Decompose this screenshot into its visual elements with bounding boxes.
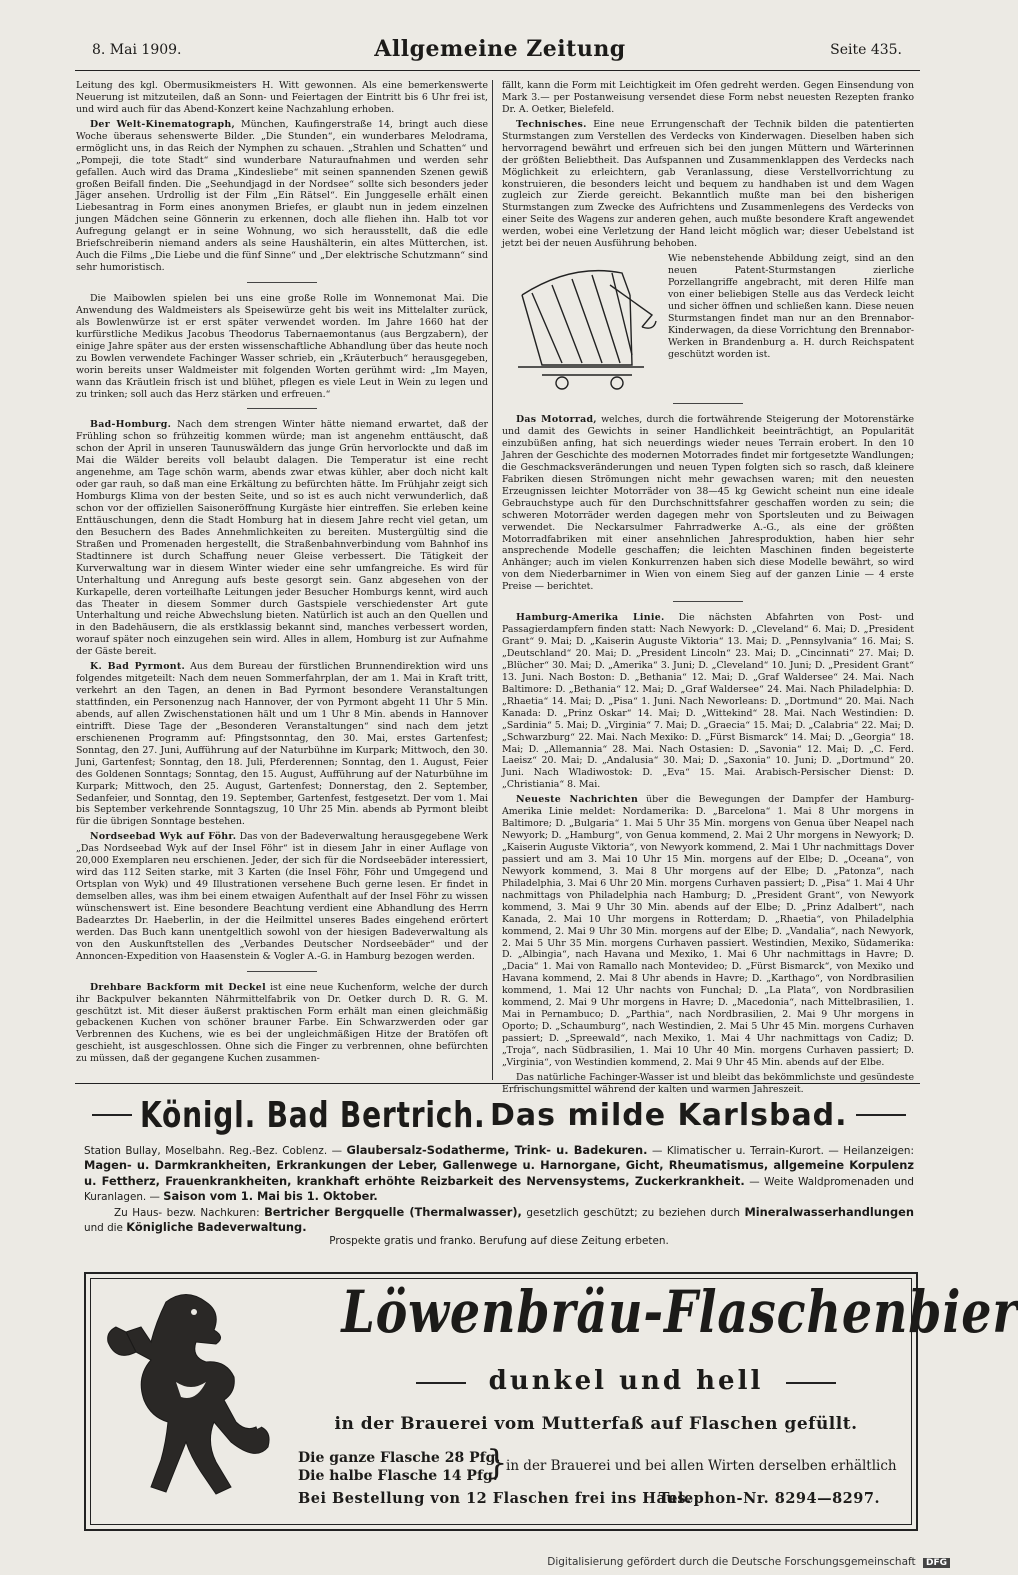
rule — [92, 1114, 132, 1116]
article-technik — [502, 119, 914, 250]
ad-loewen-title: Löwenbräu-Flaschenbier — [341, 1278, 1018, 1346]
ad-loewenbraeu — [84, 1272, 1018, 1531]
article-motorrad-title: Das Motorrad, — [516, 414, 597, 426]
article-hapag-text: Die nächsten Abfahrten von Post- und Passagierdampfern finden statt: Nach Newyork: D. „Cleveland“ 6. Mai; D. „President Grant“ 9. Mai; D. „Kaiserin Auguste Viktoria“ 13. Mai; D. „Pennsylvania“ 16. Mai; S. „Deutschland“ 20. Mai; D. „President Lincoln“ 23. Mai; D. „Cincinnati“ 27. Mai; D. „Blücher“ 30. Mai; D. „Amerika“ 3. Juni; D. „Cleveland“ 10. Juni; D. „President Grant“ 13. Juni. Nach Boston: D. „Bethania“ 12. Mai; D. „Graf Waldersee“ 24. Mai. Nach Baltimore: D. „Bethania“ 12. Mai; D. „Graf Waldersee“ 24. Mai. Nach Philadelphia: D. „Rhaetia“ 14. Mai; D. „Pisa“ 1. Juni. Nach Neworleans: D. „Dortmund“ 20. Mai. Nach Kanada: D. „Prinz Oskar“ 14. Mai; D. „Wittekind“ 28. Mai. Nach Westindien: D. „Sardinia“ 5. Mai; D. „Virginia“ 7. Mai; D. „Graecia“ 15. Mai; D. „Calabria“ 22. Mai; D. „Schwarzburg“ 22. Mai. Nach Mexiko: D. „Fürst Bismarck“ 14. Mai; D. „Georgia“ 18. Mai; D. „Allemannia“ 28. Mai. Nach Ostasien: D. „Savonia“ 12. Mai; D. „C. Ferd. Laeisz“ 20. Mai; D. „Andalusia“ 30. Mai; D. „Saxonia“ 10. Juni; D. „Dortmund“ 20. Juni. Nach Wladiwostok: D. „Eva“ 15. Mai. Arabisch-Persischer Dienst: D. „Christiania“ 8. Mai. — [502, 612, 914, 791]
article-technik-text: Eine neue Errungenschaft der Technik bilden die patentierten Sturmstangen zum Verstellen des Verdecks von Kinderwagen. Dieselben haben sich hervorragend bewährt und erfreuen sich bei den jungen Müttern und Wärterinnen der größten Beliebtheit. Das Aufspannen und Zusammenklappen des Verdecks nach Möglichkeit zu erleichtern, gab Veranlassung, diese Verstellvorrichtung zu konstruieren, die besonders leicht und bequem zu handhaben ist und dem Wagen zugleich zur Zierde gereicht. Bekanntlich mußte man bei den bisherigen Sturmstangen zum Zwecke des Aufrichtens und Zusammenlegens des Verdecks von einer Seite des Wagens zur anderen gehen, auch mußte besondere Kraft angewendet werden, wobei eine Verletzung der Hand leicht möglich war; dieser Uebelstand ist jetzt bei der neuen Ausführung behoben. — [502, 118, 914, 250]
price-whole: Die ganze Flasche 28 Pfg. — [298, 1450, 501, 1466]
ad-loewen-prices — [298, 1450, 500, 1485]
article-homburg-title: Bad-Homburg. — [90, 419, 172, 431]
ad-loewen-availability: in der Brauerei und bei allen Wirten derselben erhältlich — [506, 1458, 897, 1474]
article-hapag-title: Hamburg-Amerika Linie. — [516, 612, 665, 624]
ad-text: — Weite Waldpromenaden und Kuranlagen. — — [84, 1175, 914, 1204]
article-backform — [76, 982, 488, 1066]
price-half: Die halbe Flasche 14 Pfg. — [298, 1467, 498, 1484]
column-bottom-rule — [75, 1083, 920, 1084]
article-nachrichten-title: Neueste Nachrichten — [516, 794, 639, 806]
ad-text: — Klimatischer u. Terrain-Kurort. — Heilanzeigen: — [651, 1145, 914, 1157]
right-column — [502, 80, 915, 1095]
ad-loewen-brewery: in der Brauerei vom Mutterfaß auf Flaschen gefüllt. — [334, 1414, 858, 1434]
ad-text: gesetzlich geschützt; zu beziehen durch — [526, 1206, 740, 1219]
rule — [856, 1114, 906, 1116]
ad-loewen-subtitle: dunkel und hell — [416, 1366, 836, 1396]
article-backform-text: ist eine neue Kuchenform, welche der durch ihr Backpulver bekannten Nährmittelfabrik von Dr. Oetker durch D. R. G. M. geschützt ist. Mit dieser äußerst praktischen Form erhält man einen gleichmäßig gebackenen Kuchen von schöner brauner Farbe. Ein Schwarzwerden oder gar Verbrennen des Kuchens, wie es bei der ungleichmäßigen Hitze der Bratöfen oft geschieht, ist ausgeschlossen. Ohne sich die Finger zu verbrennen, ohne befürchten zu müssen, daß der gegangene Kuchen zusammen- — [76, 981, 489, 1065]
header-date: 8. Mai 1909. — [92, 42, 182, 58]
dfg-logo: DFG — [923, 1558, 950, 1568]
article-wyk — [76, 831, 488, 962]
ad-text: und die — [84, 1221, 123, 1234]
article-kinematograph-title: Der Welt-Kinematograph, — [90, 118, 236, 130]
left-column — [76, 80, 488, 1080]
separator — [247, 408, 317, 409]
article-kinematograph-text: München, Kaufingerstraße 14, bringt auch diese Woche überaus sehenswerte Bilder. „Die Stunden“, ein wunderbares Melodrama, ermöglicht uns, in das Reich der Nymphen zu schauen. „Strahlen und Schatten“ und „Pompeji, die tote Stadt“ sind wunderbare Naturaufnahmen und werden sehr gefallen. Auch wird das Drama „Kindesliebe“ mit seinen spannenden Szenen gewiß großen Beifall finden. Die „Seehundjagd in der Nordsee“ sollte sich besonders jeder Jäger ansehen. Urdrollig ist der Film „Ein Rätsel“. Ein Junggeselle erhält einen Liebesantrag in Form eines anonymen Briefes, er glaubt nun in jedem einzelnen jungen Mädchen seine Gönnerin zu erkennen, doch alle fliehen ihn. Halb tot vor Aufregung gelangt er in seine Wohnung, wo sich herausstellt, daß die edle Briefschreiberin niemand anders als seine Haushälterin, ein altes Mütterchen, ist. Auch die Films „Die Liebe und die fünf Sinne“ und „Der elektrische Schutzmann“ sind sehr humoristisch. — [76, 118, 489, 274]
article-backform-title: Drehbare Backform mit Deckel — [90, 981, 266, 993]
ad-text-bold: Mineralwasserhandlungen — [744, 1204, 915, 1219]
article-hapag — [502, 612, 914, 791]
article-kinematograph — [76, 119, 488, 274]
ad-bertrich-slogan: Das milde Karlsbad. — [490, 1097, 848, 1133]
ad-loewen-phone: Telephon-Nr. 8294—8297. — [658, 1490, 880, 1507]
article-wyk-title: Nordseebad Wyk auf Föhr. — [90, 831, 237, 843]
ad-text-bold: Magen- u. Darmkrankheiten, Erkrankungen der Leber, Gallenwege u. Harnorgane, Gicht, Rheumatismus, allgemeine Korpulenz u. Fettherz, Frauenkrankheiten, krankhaft erhöhte Reizbarkeit des Nervensystems, Zuckerkrankheit. — [84, 1158, 914, 1188]
ad-text-bold: Glaubersalz-Sodatherme, Trink- u. Badekuren. — [346, 1143, 648, 1157]
pram-hood-illustration — [502, 255, 660, 393]
article-wyk-text: Das von der Badeverwaltung herausgegebene Werk „Das Nordseebad Wyk auf der Insel Föhr“ ist in diesem Jahr in einer Auflage von 20,000 Exemplaren neu erschienen. Jeder, der sich für die Nordseebäder interessiert, wird das 112 Seiten starke, mit 3 Karten (die Insel Föhr, Föhr und Umgegend und Ortsplan von Wyk) und 49 Illustrationen versehene Buch gerne lesen. Er findet in demselben alles, was ihm bei einem etwaigen Aufenthalt auf der Insel Föhr zu wissen wünschenswert ist. Eine besondere Beachtung verdient eine Abhandlung des Herrn Badearztes Dr. Haeberlin, in der die Heilmittel unseres Bades eingehend erörtert werden. Das Buch kann unentgeltlich sowohl von der hiesigen Badeverwaltung als von den Auskunftstellen des „Verbandes Deutscher Nordseebäder“ und der Annoncen-Expedition von Haasenstein & Vogler A.-G. in Hamburg bezogen werden. — [76, 831, 488, 962]
separator — [673, 601, 743, 602]
article-motorrad — [502, 414, 914, 593]
article-backform-cont: fällt, kann die Form mit Leichtigkeit im Ofen gedreht werden. Gegen Einsendung von Mark 3.— per Postanweisung versendet diese Form nebst neuesten Rezepten franko Dr. A. Oetker, Bielefeld. — [502, 80, 914, 115]
ad-bertrich-footer: Prospekte gratis und franko. Berufung auf diese Zeitung erbeten. — [329, 1235, 669, 1248]
article-homburg-text: Nach dem strengen Winter hätte niemand erwartet, daß der Frühling schon so frühzeitig kommen würde; man ist angenehm enttäuscht, daß schon der April in unseren Taunuswäldern das junge Grün hervorlockte und daß im Mai die Wälder bereits voll belaubt dalagen. Die Temperatur ist eine recht angenehme, am Tage schön warm, abends zwar etwas kühler, aber doch nicht kalt oder gar rauh, so daß man eine Erkältung zu befürchten hätte. Im Frühjahr zeigt sich Homburgs Klima von der besten Seite, und so ist es auch nicht verwunderlich, daß schon vor der offiziellen Saisoneröffnung Kurgäste hier eintreffen. Sie erleben keine Enttäuschungen, denn die Stadt Homburg hat in diesem Jahre recht viel getan, um den Besuchern des Bades Annehmlichkeiten zu bereiten. Mustergültig sind die Straßen und Promenaden hergestellt, die Straßenbahnverbindung vom Bahnhof ins Stadtinnere ist durch Schaffung neuer Gleise verbessert. Die Tätigkeit der Kurverwaltung war in diesem Winter wieder eine sehr umfangreiche. Es wird für Unterhaltung und Anregung aufs beste gesorgt sein. Ganz abgesehen von der Kurkapelle, deren vorteilhafte Leitungen jeder Besucher Homburgs kennt, wird auch das Theater in diesem Sommer durch Gastspiele verschiedenster Art gute Unterhaltung und reiche Abwechslung bieten. Natürlich ist auch an den Quellen und in den Badehäusern, die als erstklassig bekannt sind, manches verbessert worden, worauf später noch einzugehen sein wird. Alles in allem, Homburg ist zur Aufnahme der Gäste bereit. — [76, 419, 488, 658]
article-pyrmont-text: Aus dem Bureau der fürstlichen Brunnendirektion wird uns folgendes mitgeteilt: Nach dem neuen Sommerfahrplan, der am 1. Mai in Kraft tritt, verkehrt an den Tagen, an denen in Bad Pyrmont besondere Veranstaltungen stattfinden, ein Personenzug nach Hannover, der von Pyrmont abgeht 11 Uhr 5 Min. abends, auf allen Zwischenstationen hält und um 1 Uhr 8 Min. abends in Hannover eintrifft. Diese Tage der „Besonderen Veranstaltungen“ sind nach dem jetzt erschienenen Programm auf: Pfingstsonntag, den 30. Mai, erstes Gartenfest; Sonntag, den 27. Juni, Aufführung auf der Naturbühne im Kurpark; Mittwoch, den 30. Juni, Gartenfest; Sonntag, den 18. Juli, Pferderennen; Sonntag, den 1. August, Feier des Goldenen Sonntags; Sonntag, den 15. August, Aufführung auf der Naturbühne im Kurpark; Mittwoch, den 25. August, Gartenfest; Donnerstag, den 2. September, Sedanfeier, und Sonntag, den 19. September, Gartenfest, festgesetzt. Der vom 1. Mai bis September verkehrende Sonntagszug, 10 Uhr 25 Min. abends ab Pyrmont bleibt für die übrigen Sonntage bestehen. — [76, 661, 489, 828]
brace: } — [486, 1443, 508, 1483]
digitization-credit — [547, 1556, 950, 1568]
separator — [673, 403, 743, 404]
article-homburg — [76, 419, 488, 658]
separator — [247, 282, 317, 283]
ad-bertrich-body — [84, 1143, 914, 1235]
ad-text-bold: Saison vom 1. Mai bis 1. Oktober. — [163, 1189, 378, 1204]
article-pyrmont — [76, 661, 488, 828]
masthead-title: Allgemeine Zeitung — [374, 36, 626, 62]
article-fachinger: Das natürliche Fachinger-Wasser ist und bleibt das bekömmlichste und gesündeste Erfrischungsmittel während der kalten und warmen Jahreszeit. — [502, 1071, 914, 1095]
page-number: Seite 435. — [830, 42, 902, 58]
column-divider — [492, 80, 493, 1080]
ad-text-bold: Bertricher Bergquelle (Thermalwasser), — [264, 1204, 522, 1219]
ad-bertrich-name: Königl. Bad Bertrich. — [140, 1094, 486, 1136]
credit-text: Digitalisierung gefördert durch die Deutsche Forschungsgemeinschaft — [547, 1556, 916, 1568]
ad-bad-bertrich — [84, 1093, 914, 1263]
separator — [247, 971, 317, 972]
article-witt: Leitung des kgl. Obermusikmeisters H. Witt gewonnen. Als eine bemerkenswerte Neuerung ist mitzuteilen, daß an Sonn- und Feiertagen der Eintritt bis 6 Uhr frei ist, und wird auch für das Abend-Konzert keine Nachzahlung erhoben. — [76, 80, 488, 115]
article-maibowle: Die Maibowlen spielen bei uns eine große Rolle im Wonnemonat Mai. Die Anwendung des Waldmeisters als Speisewürze geht bis weit ins Mittelalter zurück, als Bowlenwürze ist er erst später verwendet worden. Im Jahre 1660 hat der kurfürstliche Medikus Jacobus Theodorus Tabernaemontanus (aus Bergzabern), der einige Jahre später aus der ersten wissenschaftliche Abhandlung über das heute noch zu Bowlen verwendete Fachinger Wasser schrieb, ein „Kräuterbuch“ herausgegeben, worin bereits unser Waldmeister mit folgenden Worten gerühmt wird: „Im Mayen, wann das Kräutlein frisch ist und blühet, pflegen es viele Leut in Wein zu legen und zu trinken; soll auch das Herz stärken und erfreuen.“ — [76, 293, 488, 400]
ad-loewen-delivery: Bei Bestellung von 12 Flaschen frei ins Haus. — [298, 1490, 692, 1507]
header-rule — [75, 70, 920, 71]
ad-text: Station Bullay, Moselbahn. Reg.-Bez. Coblenz. — — [84, 1145, 342, 1157]
ad-text: Zu Haus- bezw. Nachkuren: — [114, 1206, 260, 1219]
article-nachrichten-text: über die Bewegungen der Dampfer der Hamburg-Amerika Linie meldet: Nordamerika: D. „Barcelona“ 1. Mai 8 Uhr morgens in Baltimore; D. „Bulgaria“ 1. Mai 5 Uhr 35 Min. morgens von Genua über Neapel nach Newyork; D. „Hamburg“, von Genua kommend, 2. Mai 2 Uhr morgens in Newyork; D. „Kaiserin Auguste Viktoria“, von Newyork kommend, 2. Mai 1 Uhr nachmittags Dover passiert und am 3. Mai 10 Uhr 15 Min. morgens auf der Elbe; D. „Oceana“, von Newyork kommend, 3. Mai 8 Uhr morgens auf der Elbe; D. „Patonza“, nach Philadelphia, 3. Mai 6 Uhr 20 Min. morgens Curhaven passiert; D. „Pisa“ 1. Mai 4 Uhr nachmittags von Philadelphia nach Hamburg; D. „President Grant“, von Newyork kommend, 3. Mai 9 Uhr 30 Min. abends auf der Elbe; D. „Prinz Adalbert“, nach Kanada, 2. Mai 10 Uhr morgens in Rotterdam; D. „Rhaetia“, von Philadelphia kommend, 2. Mai 9 Uhr 30 Min. morgens auf der Elbe; D. „Vandalia“, nach Newyork, 2. Mai 5 Uhr 35 Min. morgens Curhaven passiert. Westindien, Mexiko, Südamerika: D. „Albingia“, nach Havana und Mexiko, 1. Mai 6 Uhr nachmittags in Havre; D. „Dacia“ 1. Mai von Ramallo nach Montevideo; D. „Fürst Bismarck“, von Mexiko und Havana kommend, 2. Mai 8 Uhr abends in Havre; D. „Karthago“, von Nordbrasilien kommend, 1. Mai 12 Uhr nachts von Funchal; D. „La Plata“, von Nordbrasilien kommend, 2. Mai 9 Uhr morgens in Havre; D. „Macedonia“, nach Mittelbrasilien, 1. Mai in Pernambuco; D. „Parthia“, nach Nordbrasilien, 2. Mai 9 Uhr morgens in Oporto; D. „Schaumburg“, nach Westindien, 2. Mai 5 Uhr 45 Min. morgens Curhaven passiert; D. „Spreewald“, nach Mexiko, 1. Mai 4 Uhr nachmittags von Cadiz; D. „Troja“, nach Südbrasilien, 1. Mai 10 Uhr 40 Min. morgens Curhaven passiert; D. „Virginia“, von Westindien kommend, 2. Mai 9 Uhr 45 Min. abends auf der Elbe. — [502, 794, 915, 1068]
article-motorrad-text: welches, durch die fortwährende Steigerung der Motorenstärke und damit des Gewichts in seiner Handlichkeit beeinträchtigt, an Popularität einzubüßen anfing, hat sich neuerdings wieder neues Terrain erobert. In den 10 Jahren der Geschichte des modernen Motorrades findet mir fortgesetzte Wandlungen; die Geschmacksveränderungen und neuen Typen folgten sich so rasch, daß kleinere Fabriken diesen Strömungen nicht mehr gewachsen waren; mit den neuesten Erzeugnissen leichter Motorräder von 38—45 kg Gewicht scheint nun eine ideale Gebrauchstype auch für den Durchschnittsfahrer geschaffen worden zu sein; die schweren Motorräder werden dagegen mehr von Sportsleuten und zu Beiwagen verwendet. Die Neckarsulmer Fahrradwerke A.-G., als eine der größten Motorradfabriken mit einer ansehnlichen Jahresproduktion, haben hier sehr ansprechende Modelle geschaffen; die leichten Maschinen finden begeisterte Anhänger; auch im vielen Konkurrenzen haben sich diese Modelle bewährt, so wird von dem Niederbarnimer in Wien von einem Sieg auf der ganzen Linie — 4 erste Preise — berichtet. — [502, 414, 915, 593]
article-pyrmont-title: K. Bad Pyrmont. — [90, 661, 186, 673]
lion-rampant-icon — [96, 1282, 276, 1507]
article-technik-title: Technisches. — [516, 118, 587, 130]
article-nachrichten — [502, 794, 914, 1069]
article-technik-continued: Wie nebenstehende Abbildung zeigt, sind an den neuen Patent-Sturmstangen zierliche Porzellangriffe angebracht, mit deren Hilfe man von einer beliebigen Stelle aus das Verdeck leicht und sicher öffnen und schließen kann. Diese neuen Sturmstangen findet man nur an den Brennabor-Kinderwagen, da diese Vorrichtung den Brennabor-Werken in Brandenburg a. H. durch Reichspatent geschützt worden ist. — [668, 253, 914, 360]
ad-text-bold: Königliche Badeverwaltung. — [126, 1219, 307, 1234]
